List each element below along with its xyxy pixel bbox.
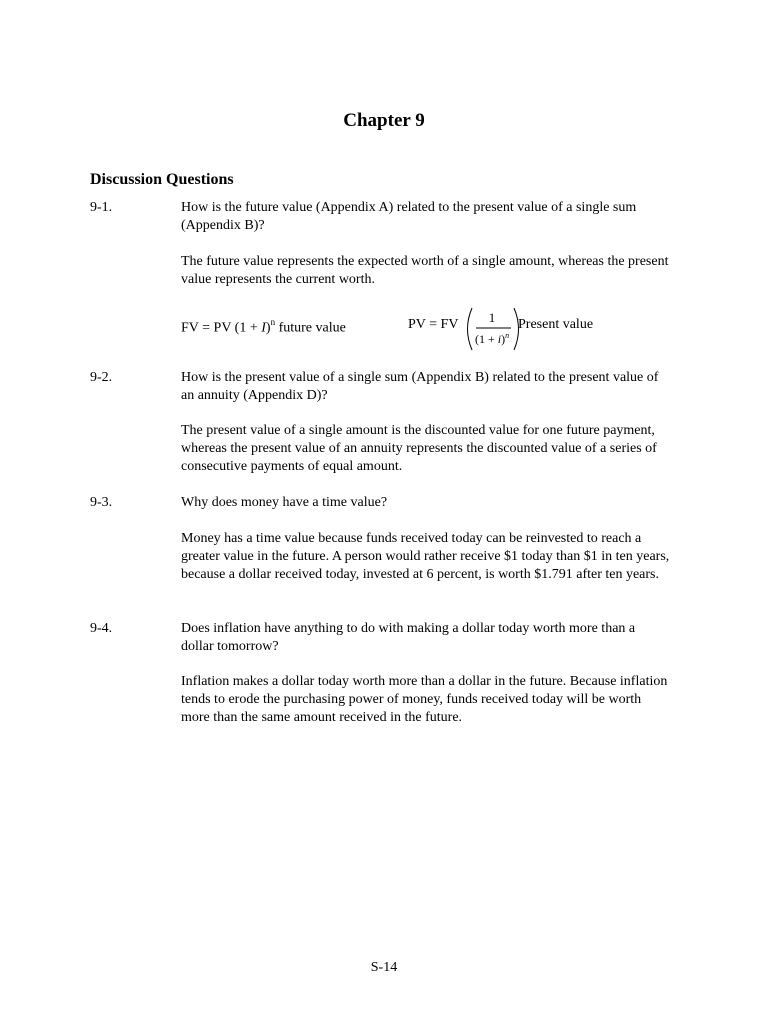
fv-var: I [261, 320, 266, 336]
question-number: 9-1. [90, 200, 113, 215]
section-heading: Discussion Questions [90, 171, 234, 188]
question-text: Why does money have a time value? [181, 495, 388, 510]
pv-label: Present value [518, 317, 594, 332]
page-number: S-14 [370, 960, 398, 975]
present-value-formula [408, 306, 668, 356]
pv-denominator [475, 331, 509, 346]
answer-text: The present value of a single amount is the discounted value for one future payment, whereas the present value of an annuity represents the discounted value of a series of consecutive payments of equal amount. [181, 423, 657, 474]
question-number: 9-3. [90, 495, 113, 510]
answer-text: Money has a time value because funds received today can be reinvested to reach a greater value in the future. A person would rather receive $1 today than $1 in ten years, because a dollar received today, invested at 6 percent, is worth $1.791 after ten years. [181, 531, 670, 582]
pv-den-close: ) [501, 332, 506, 346]
question-number: 9-2. [90, 370, 113, 385]
chapter-title: Chapter 9 [343, 110, 425, 131]
future-value-formula [181, 318, 346, 337]
answer-text: The future value represents the expected worth of a single amount, whereas the present value represents the current worth. [181, 254, 669, 287]
pv-den-var: i [497, 332, 502, 346]
fv-label: future value [275, 320, 346, 336]
left-paren [468, 308, 473, 350]
pv-numerator: 1 [488, 310, 496, 325]
question-text: How is the present value of a single sum (Appendix B) related to the present value of an annuity (Appendix D)? [181, 370, 659, 403]
pv-den-open: (1 + [475, 332, 498, 346]
pv-fraction [464, 306, 522, 352]
fv-close: ) [265, 320, 271, 336]
question-number: 9-4. [90, 621, 113, 636]
answer-text: Inflation makes a dollar today worth more than a dollar in the future. Because inflation tends to erode the purchasing power of money, funds received today will be worth more than the same amount received in the future. [181, 674, 668, 725]
pv-den-exponent: n [505, 331, 510, 340]
question-text: Does inflation have anything to do with making a dollar today worth more than a dollar tomorrow? [181, 621, 636, 654]
pv-lhs: PV = FV [408, 317, 459, 332]
fv-exponent: n [270, 317, 276, 327]
question-text: How is the future value (Appendix A) related to the present value of a single sum (Appendix B)? [181, 200, 637, 233]
fv-lhs: FV = PV (1 + [181, 320, 262, 336]
